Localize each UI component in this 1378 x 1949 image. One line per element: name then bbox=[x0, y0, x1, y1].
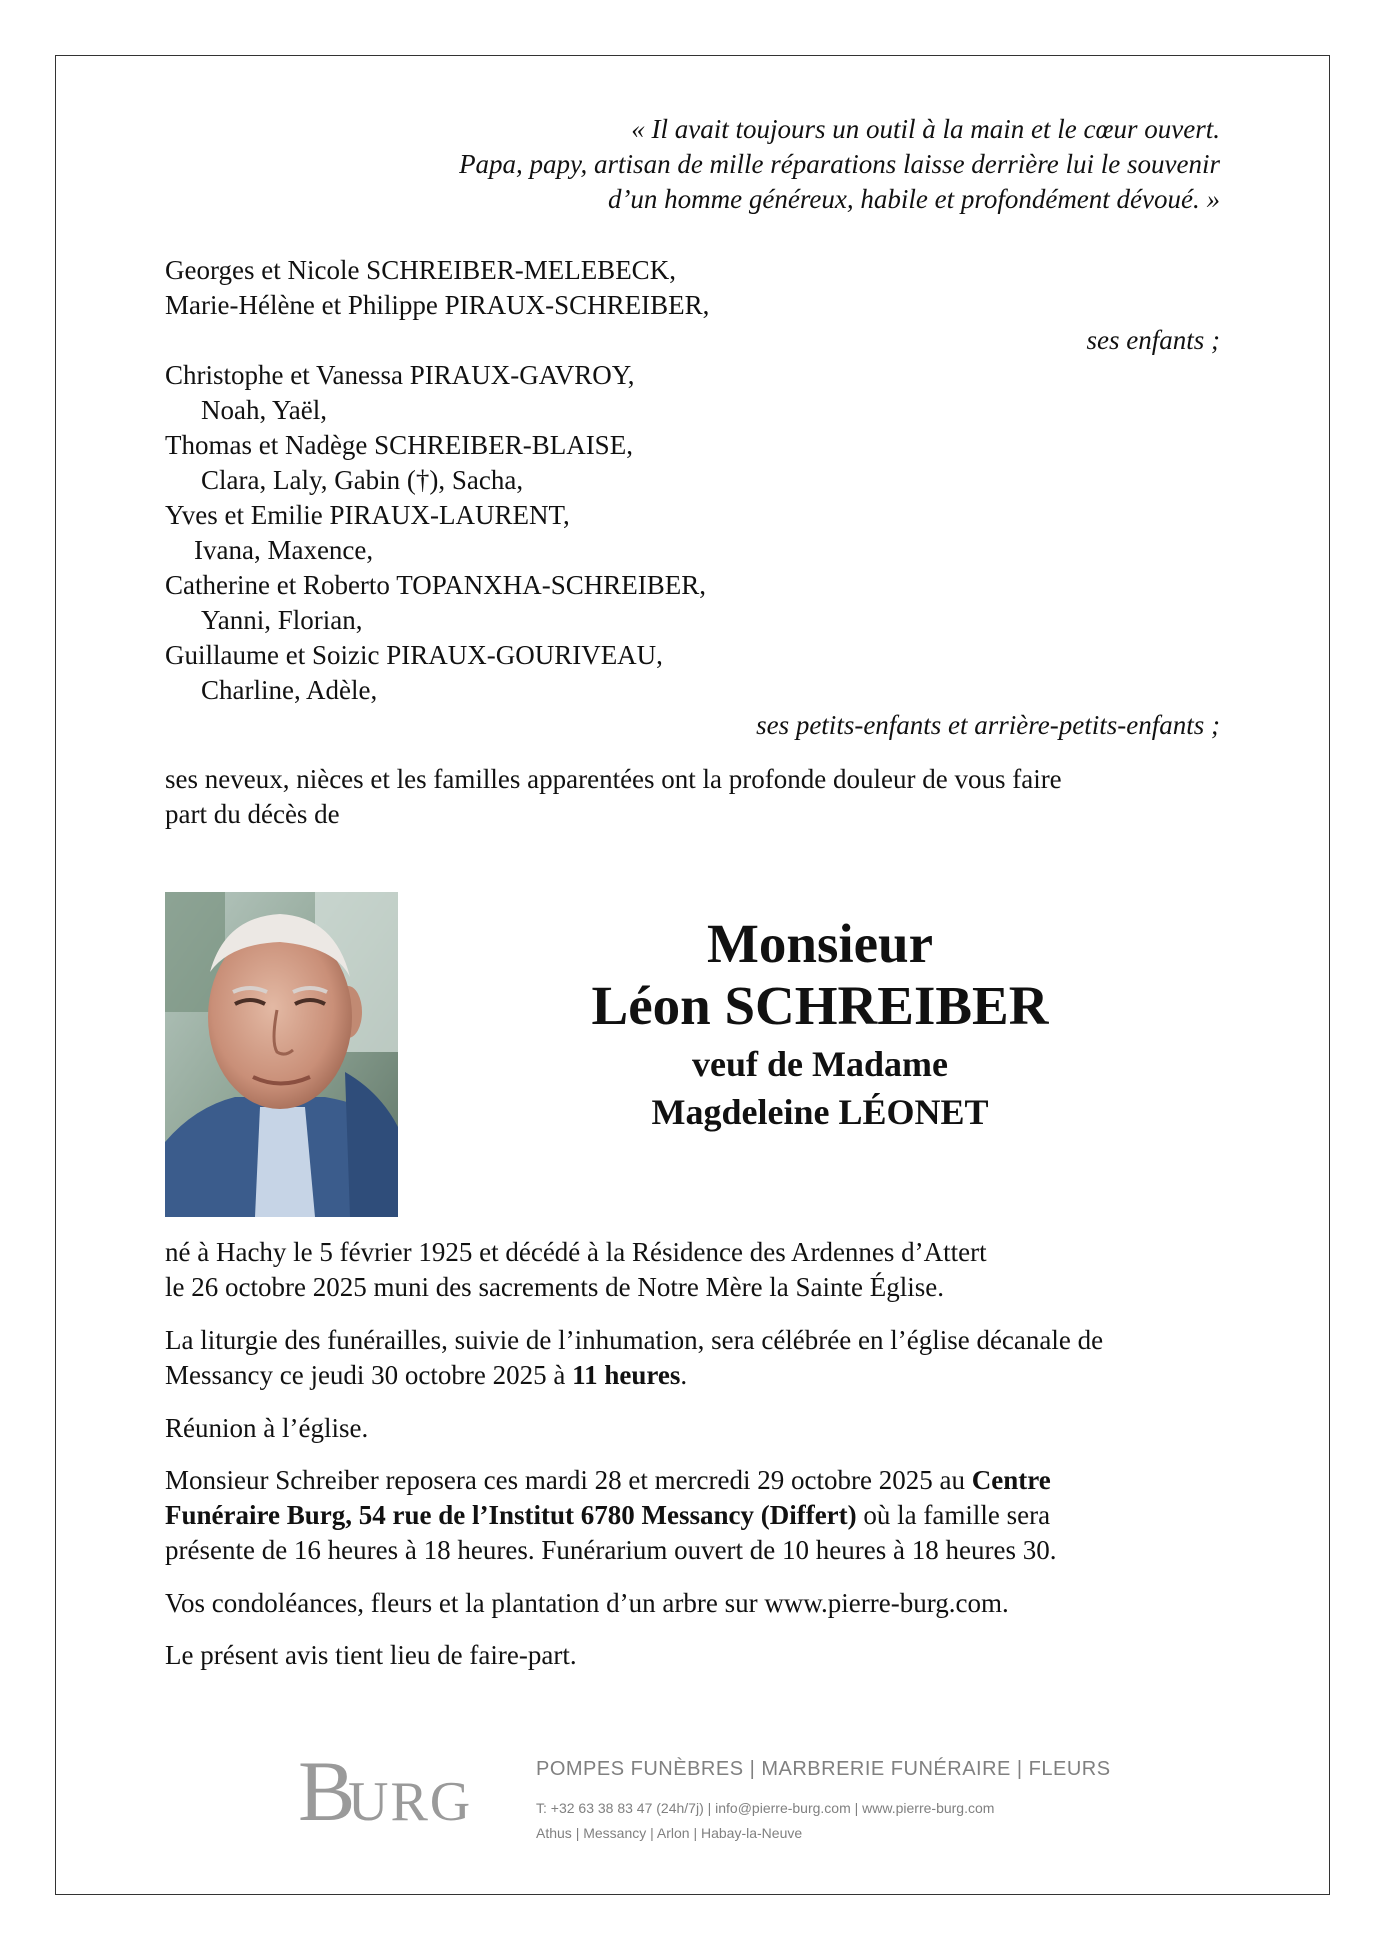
announcement bbox=[165, 762, 1220, 832]
resting-place-address: Funéraire Burg, 54 rue de l’Institut 6780 Messancy (Differt) bbox=[165, 1500, 857, 1530]
deceased-name: Léon SCHREIBER bbox=[591, 975, 1049, 1036]
resting-text: où la famille sera bbox=[856, 1500, 1051, 1530]
grandchildren-section bbox=[165, 358, 1220, 743]
liturgy-line bbox=[165, 1358, 1220, 1393]
grandchild-couple: Christophe et Vanessa PIRAUX-GAVROY, bbox=[165, 360, 635, 390]
footer-contact: T: +32 63 38 83 47 (24h/7j) | info@pierre-burg.com | www.pierre-burg.com bbox=[536, 1800, 995, 1816]
burg-logo bbox=[298, 1748, 488, 1828]
svg-text:URG: URG bbox=[348, 1771, 473, 1828]
birth-death-line: né à Hachy le 5 février 1925 et décédé à la Résidence des Ardennes d’Attert bbox=[165, 1237, 987, 1267]
announcement-line: part du décès de bbox=[165, 799, 340, 829]
liturgy-text: Messancy ce jeudi 30 octobre 2025 à bbox=[165, 1360, 573, 1390]
svg-text:B: B bbox=[298, 1748, 356, 1828]
epigraph bbox=[165, 112, 1220, 217]
birth-death bbox=[165, 1235, 1220, 1305]
footer-locations: Athus | Messancy | Arlon | Habay-la-Neuve bbox=[536, 1825, 803, 1841]
great-grandchildren: Charline, Adèle, bbox=[201, 675, 378, 705]
epigraph-line: d’un homme généreux, habile et profondément dévoué. » bbox=[607, 184, 1220, 214]
epigraph-line: « Il avait toujours un outil à la main et le cœur ouvert. bbox=[631, 114, 1220, 144]
children-section bbox=[165, 253, 1220, 358]
great-grandchildren: Yanni, Florian, bbox=[201, 605, 363, 635]
grandchildren-label: ses petits-enfants et arrière-petits-enfants ; bbox=[756, 710, 1220, 740]
notice-line: Le présent avis tient lieu de faire-part. bbox=[165, 1640, 577, 1670]
child-couple: Marie-Hélène et Philippe PIRAUX-SCHREIBER, bbox=[165, 290, 710, 320]
widower-of: veuf de Madame bbox=[692, 1044, 948, 1084]
condolences-line: Vos condoléances, fleurs et la plantation d’un arbre sur www.pierre-burg.com. bbox=[165, 1588, 1009, 1618]
reunion-line: Réunion à l’église. bbox=[165, 1413, 369, 1443]
great-grandchildren: Noah, Yaël, bbox=[201, 395, 327, 425]
resting-line: présente de 16 heures à 18 heures. Funérarium ouvert de 10 heures à 18 heures 30. bbox=[165, 1535, 1057, 1565]
resting-info bbox=[165, 1463, 1220, 1568]
portrait-photo bbox=[165, 892, 398, 1217]
grandchild-couple: Thomas et Nadège SCHREIBER-BLAISE, bbox=[165, 430, 633, 460]
condolences bbox=[165, 1586, 1220, 1621]
resting-place-start: Centre bbox=[971, 1465, 1051, 1495]
announcement-line: ses neveux, nièces et les familles apparentées ont la profonde douleur de vous faire bbox=[165, 764, 1062, 794]
reunion bbox=[165, 1411, 1220, 1446]
liturgy-line: La liturgie des funérailles, suivie de l’inhumation, sera célébrée en l’église décanale de bbox=[165, 1325, 1104, 1355]
resting-line bbox=[165, 1463, 1220, 1498]
great-grandchildren: Ivana, Maxence, bbox=[194, 535, 374, 565]
footer bbox=[298, 1748, 1198, 1858]
resting-line bbox=[165, 1498, 1220, 1533]
great-grandchildren: Clara, Laly, Gabin (†), Sacha, bbox=[201, 465, 524, 495]
footer-services: POMPES FUNÈBRES | MARBRERIE FUNÉRAIRE | FLEURS bbox=[536, 1758, 1111, 1780]
resting-text: Monsieur Schreiber reposera ces mardi 28 et mercredi 29 octobre 2025 au bbox=[165, 1465, 972, 1495]
children-label: ses enfants ; bbox=[1086, 325, 1220, 355]
grandchild-couple: Guillaume et Soizic PIRAUX-GOURIVEAU, bbox=[165, 640, 663, 670]
birth-death-line: le 26 octobre 2025 muni des sacrements de Notre Mère la Sainte Église. bbox=[165, 1272, 945, 1302]
liturgy-end: . bbox=[680, 1360, 688, 1390]
liturgy-time: 11 heures bbox=[572, 1360, 681, 1390]
notice bbox=[165, 1638, 1220, 1673]
grandchild-couple: Yves et Emilie PIRAUX-LAURENT, bbox=[165, 500, 570, 530]
liturgy bbox=[165, 1323, 1220, 1393]
deceased-title: Monsieur bbox=[706, 913, 934, 974]
spouse-name: Magdeleine LÉONET bbox=[651, 1092, 989, 1132]
grandchild-couple: Catherine et Roberto TOPANXHA-SCHREIBER, bbox=[165, 570, 706, 600]
deceased-name-block bbox=[470, 915, 1170, 1135]
child-couple: Georges et Nicole SCHREIBER-MELEBECK, bbox=[165, 255, 676, 285]
epigraph-line: Papa, papy, artisan de mille réparations laisse derrière lui le souvenir bbox=[459, 149, 1220, 179]
